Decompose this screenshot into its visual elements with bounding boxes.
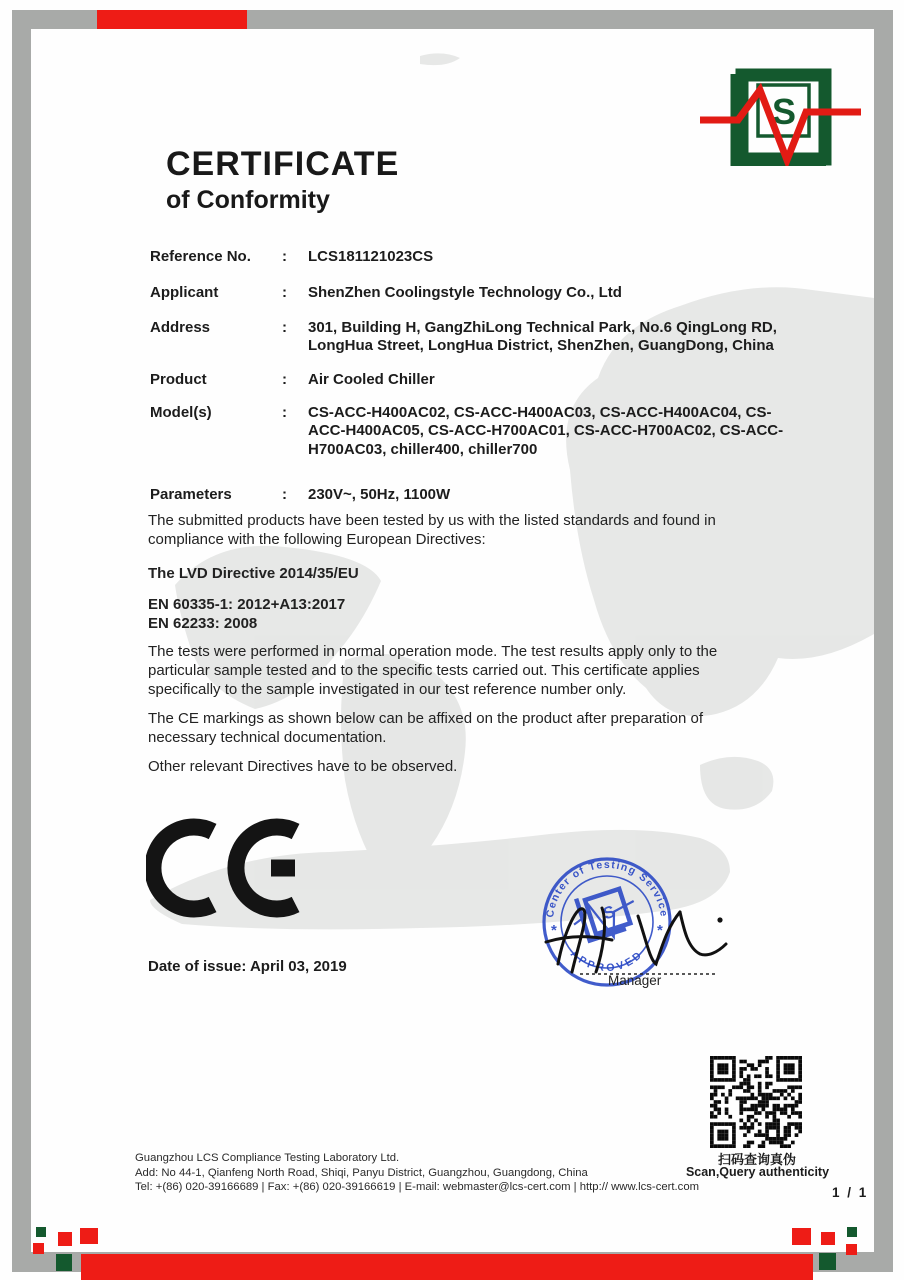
qr-caption-english: Scan,Query authenticity xyxy=(685,1165,830,1179)
deco-square xyxy=(33,1243,44,1254)
field-label: Model(s) xyxy=(150,404,212,421)
deco-square xyxy=(80,1228,98,1244)
field-label: Parameters xyxy=(150,486,232,503)
lcs-logo-icon xyxy=(700,64,865,166)
deco-square xyxy=(36,1227,46,1237)
deco-square xyxy=(846,1244,857,1255)
svg-text:S: S xyxy=(771,91,797,132)
field-parameters: Parameters : 230V~, 50Hz, 1100W xyxy=(150,486,786,504)
field-applicant: Applicant : ShenZhen Coolingstyle Technology Co., Ltd xyxy=(150,284,786,302)
directive-line: The LVD Directive 2014/35/EU xyxy=(148,565,359,582)
field-value: CS-ACC-H400AC02, CS-ACC-H400AC03, CS-ACC-H400AC04, CS-ACC-H400AC05, CS-ACC-H700AC01, CS-ACC-H700AC02, CS-ACC-H700AC03, chiller400, chiller700 xyxy=(308,404,784,458)
deco-square xyxy=(819,1253,836,1270)
footer-address: Add: No 44-1, Qianfeng North Road, Shiqi, Panyu District, Guangzhou, Guangdong, China xyxy=(135,1166,588,1179)
manager-label: Manager xyxy=(608,973,662,988)
top-red-accent xyxy=(97,10,247,29)
field-value: Air Cooled Chiller xyxy=(308,371,435,388)
paragraph-tests: The tests were performed in normal operation mode. The test results apply only to the particular sample tested and to the specific tests carried out. This certificate applies specifically to the sample investigated in our test reference number only. xyxy=(148,643,718,699)
footer-contacts: Tel: +(86) 020-39166689 | Fax: +(86) 020-39166619 | E-mail: webmaster@lcs-cert.com | http:// www.lcs-cert.com xyxy=(135,1181,700,1194)
svg-text:APPROVED: APPROVED xyxy=(567,947,647,975)
certificate-subtitle: of Conformity xyxy=(166,186,330,214)
bottom-red-bar xyxy=(81,1254,813,1280)
footer-company: Guangzhou LCS Compliance Testing Laboratory Ltd. xyxy=(135,1152,400,1164)
paragraph-ce-markings: The CE markings as shown below can be affixed on the product after preparation of necessary technical documentation. xyxy=(148,710,704,747)
svg-text:*: * xyxy=(551,922,557,939)
standard-line: EN 62233: 2008 xyxy=(148,615,258,632)
qr-code xyxy=(710,1056,802,1148)
field-value: 230V~, 50Hz, 1100W xyxy=(308,486,451,503)
field-label: Applicant xyxy=(150,284,219,301)
field-value: 301, Building H, GangZhiLong Technical Park, No.6 QingLong RD, LongHua Street, LongHua District, ShenZhen, GuangDong, China xyxy=(308,319,777,355)
field-product: Product : Air Cooled Chiller xyxy=(150,371,786,389)
deco-square xyxy=(56,1254,72,1271)
deco-square xyxy=(821,1232,835,1245)
field-reference-no: Reference No. : LCS181121023CS xyxy=(150,248,786,266)
deco-square xyxy=(792,1228,811,1245)
ce-mark-icon xyxy=(146,813,306,923)
field-value: LCS181121023CS xyxy=(308,248,434,265)
svg-text:*: * xyxy=(657,922,663,939)
page-number: 1 / 1 xyxy=(832,1185,869,1200)
paragraph-intro: The submitted products have been tested by us with the listed standards and found in compliance with the following European Directives: xyxy=(148,512,716,549)
field-value: ShenZhen Coolingstyle Technology Co., Ltd xyxy=(308,284,622,301)
svg-text:S: S xyxy=(600,901,618,924)
field-address: Address : 301, Building H, GangZhiLong Technical Park, No.6 QingLong RD, LongHua Street, LongHua District, ShenZhen, GuangDong, China xyxy=(150,319,786,356)
certificate-title: CERTIFICATE xyxy=(166,145,400,183)
field-label: Reference No. xyxy=(150,248,251,265)
standard-line: EN 60335-1: 2012+A13:2017 xyxy=(148,596,346,613)
deco-square xyxy=(847,1227,857,1237)
footer-block xyxy=(135,1151,699,1195)
field-models: Model(s) : CS-ACC-H400AC02, CS-ACC-H400AC03, CS-ACC-H400AC04, CS-ACC-H400AC05, CS-ACC-H700AC01, CS-ACC-H700AC02, CS-ACC-H700AC03, chiller400, chiller700 xyxy=(150,404,786,459)
qr-caption-chinese: 扫码查询真伪 xyxy=(717,1152,796,1167)
paragraph-other-directives: Other relevant Directives have to be observed. xyxy=(148,758,458,775)
field-label: Product xyxy=(150,371,207,388)
svg-text:Center of Testing Service: Center of Testing Service xyxy=(544,858,670,919)
frame-left xyxy=(12,10,31,1272)
deco-square xyxy=(58,1232,72,1246)
field-label: Address xyxy=(150,319,211,336)
frame-right xyxy=(874,10,893,1272)
date-of-issue: Date of issue: April 03, 2019 xyxy=(148,958,347,975)
